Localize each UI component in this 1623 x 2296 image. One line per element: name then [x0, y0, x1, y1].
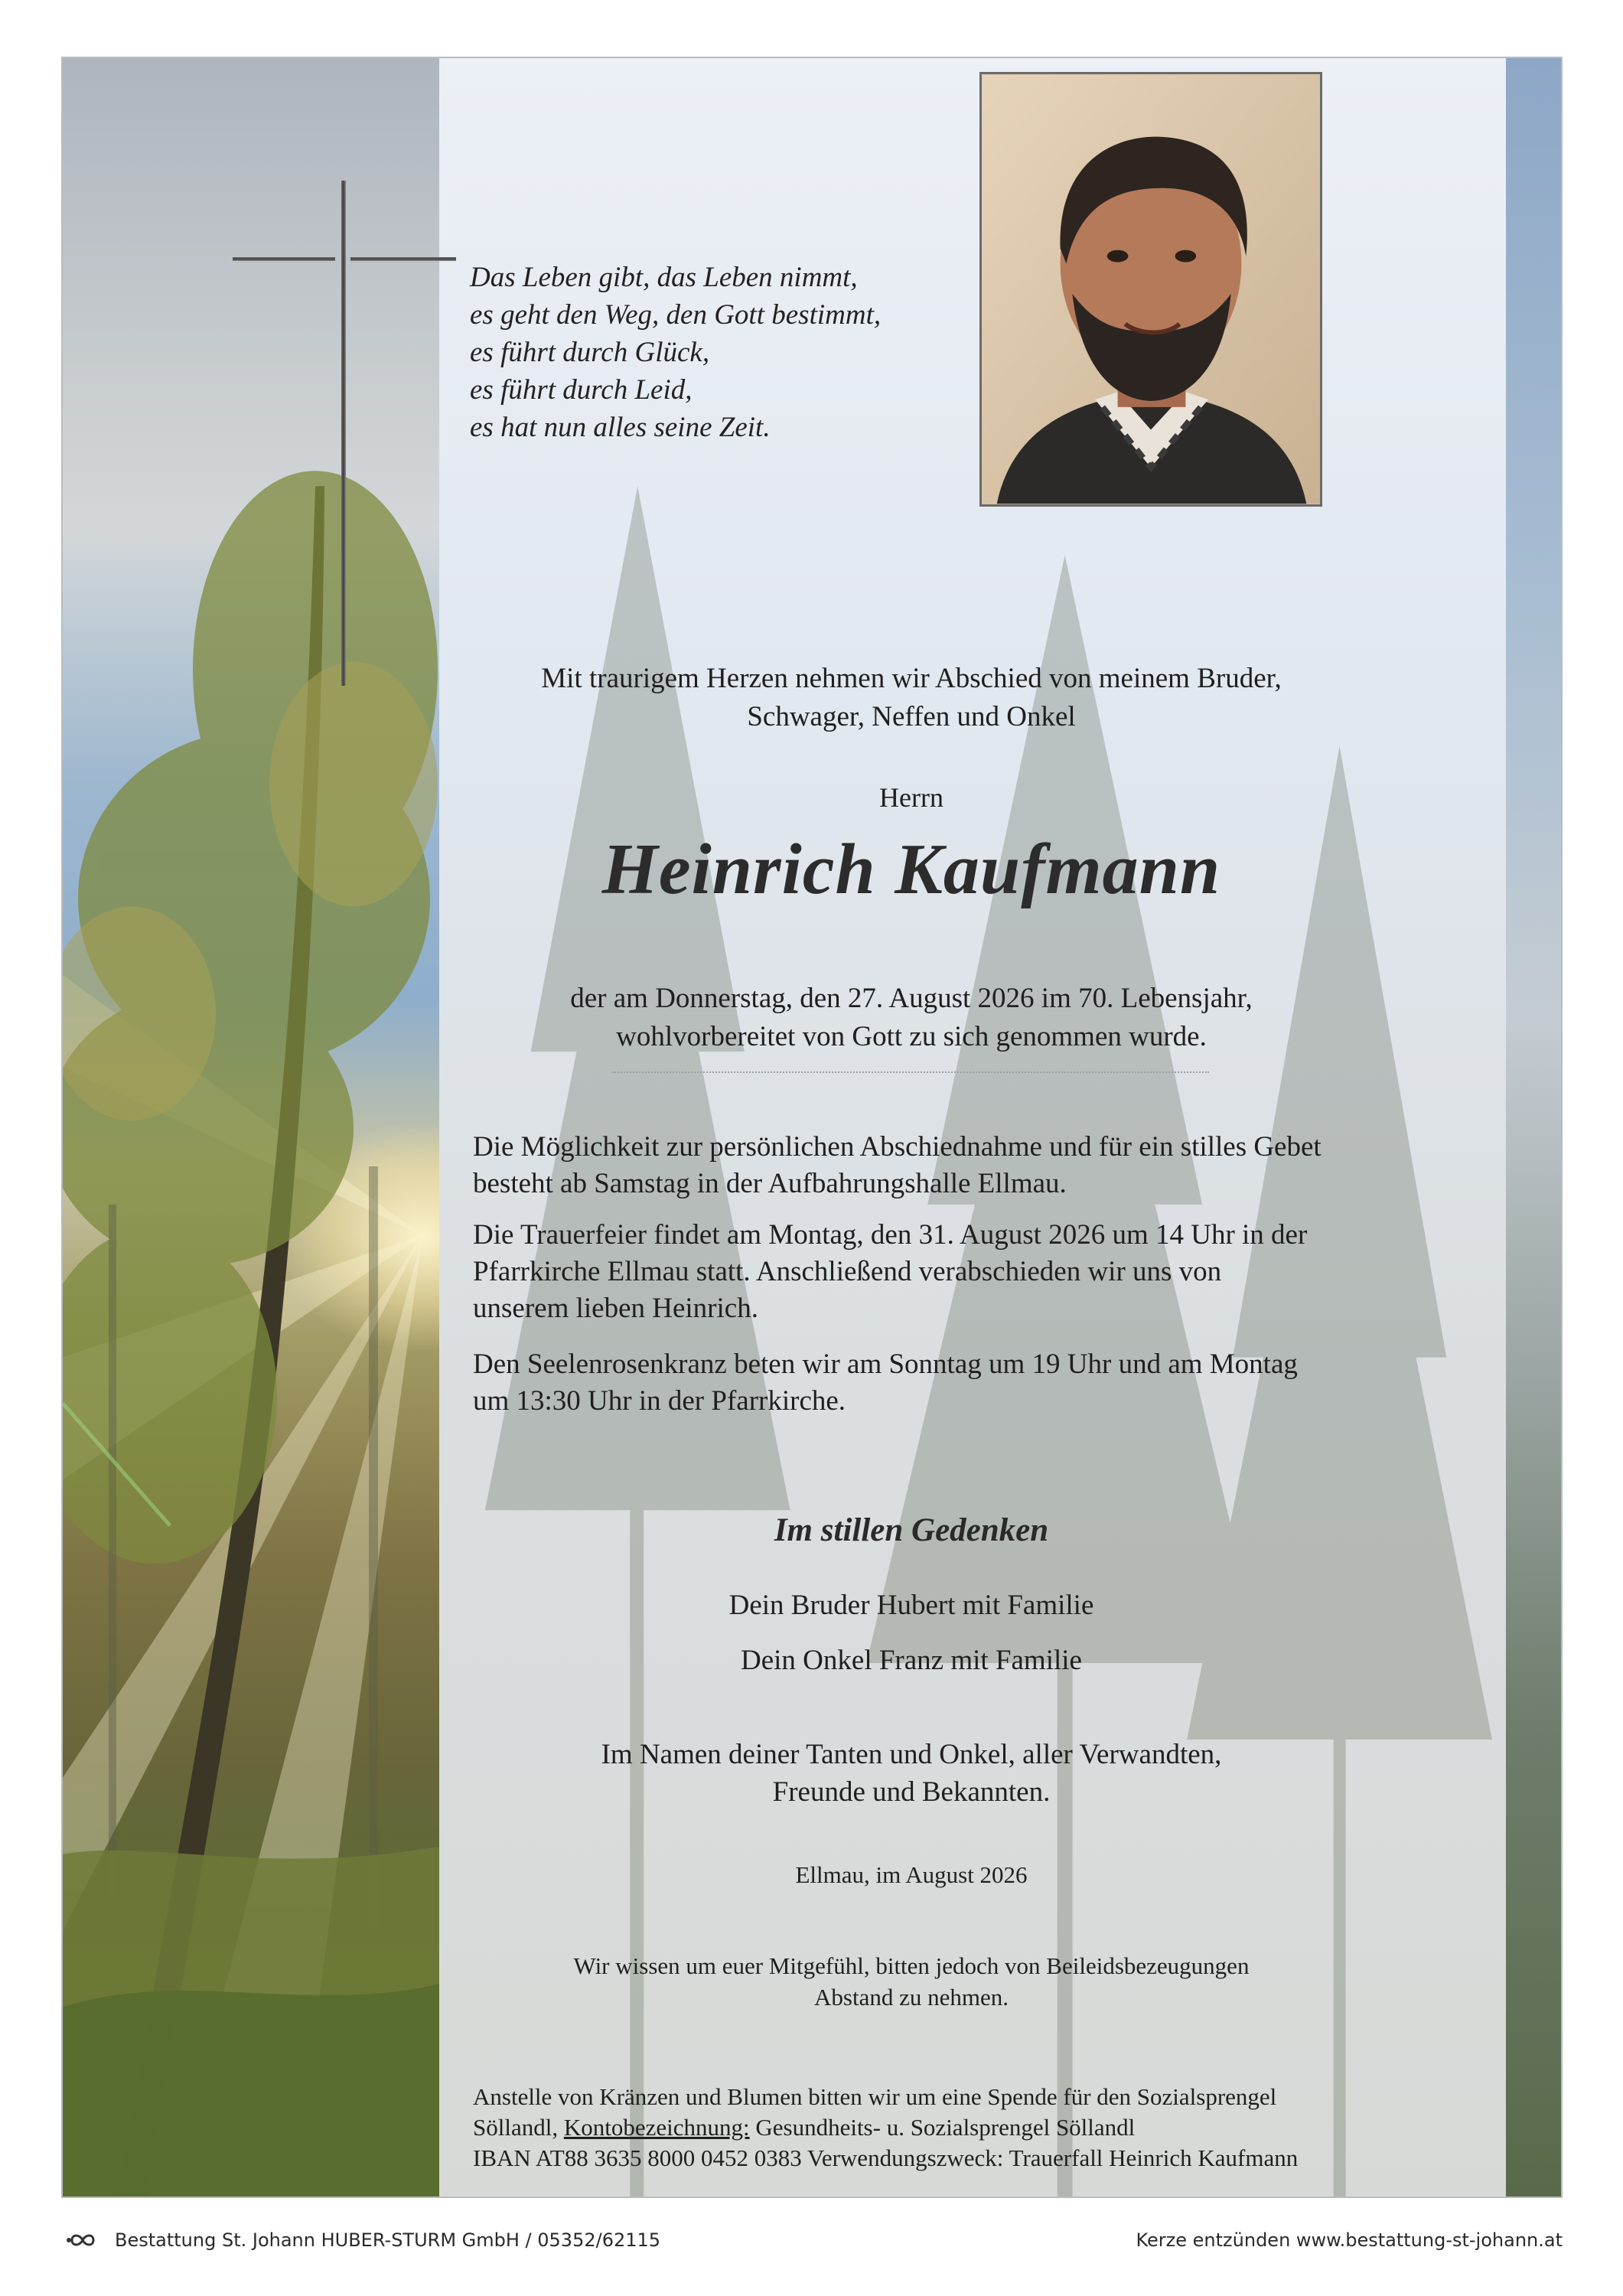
- donation-text: Söllandl,: [473, 2114, 564, 2141]
- cross-arm-left: [233, 257, 335, 261]
- relatives-line: Freunde und Bekannten.: [772, 1776, 1051, 1808]
- forest-strip-photo: [1506, 58, 1561, 2197]
- death-line: wohlvorbereitet von Gott zu sich genommen wurde.: [616, 1021, 1207, 1052]
- intro-text: [376, 660, 1446, 736]
- intro-line: Schwager, Neffen und Onkel: [747, 701, 1076, 732]
- cross-icon: [341, 181, 346, 686]
- company-text: Bestattung St. Johann HUBER-STURM GmbH / 05352/62115: [115, 2229, 661, 2251]
- mourners-heading: Im stillen Gedenken: [774, 1512, 1049, 1548]
- donation-line: Anstelle von Kränzen und Blumen bitten wir um eine Spende für den Sozialsprengel: [473, 2083, 1277, 2110]
- intro-line: Mit traurigem Herzen nehmen wir Abschied von meinem Bruder,: [541, 663, 1282, 694]
- paragraph-line: Pfarrkirche Ellmau statt. Anschließend verabschieden wir uns von: [473, 1256, 1222, 1287]
- donation-note: [473, 2082, 1468, 2174]
- poem-line: es geht den Weg, den Gott bestimmt,: [470, 299, 882, 331]
- poem-line: es führt durch Leid,: [470, 374, 693, 406]
- relatives-line: Im Namen deiner Tanten und Onkel, aller Verwandten,: [601, 1739, 1222, 1770]
- poem-line: es hat nun alles seine Zeit.: [470, 412, 771, 443]
- account-label: Kontobezeichnung:: [563, 2114, 750, 2141]
- condolence-line: Wir wissen um euer Mitgefühl, bitten jedoch von Beileidsbezeugungen: [573, 1952, 1250, 1979]
- condolence-line: Abstand zu nehmen.: [814, 1984, 1009, 2011]
- salutation: Herrn: [879, 782, 943, 813]
- death-notice: [376, 980, 1446, 1056]
- poem-line: Das Leben gibt, das Leben nimmt,: [470, 262, 858, 293]
- donation-line: [473, 2112, 1468, 2143]
- poem-line: es führt durch Glück,: [470, 337, 710, 368]
- candle-link[interactable]: Kerze entzünden www.bestattung-st-johann.at: [1136, 2229, 1563, 2251]
- paragraph-line: Die Möglichkeit zur persönlichen Abschiednahme und für ein stilles Gebet: [473, 1131, 1322, 1163]
- mourner-family: Dein Bruder Hubert mit Familie: [728, 1590, 1094, 1621]
- paragraph-line: besteht ab Samstag in der Aufbahrungshalle Ellmau.: [473, 1168, 1067, 1199]
- paragraph-line: unserem lieben Heinrich.: [473, 1293, 758, 1324]
- death-line: der am Donnerstag, den 27. August 2026 im 70. Lebensjahr,: [570, 983, 1253, 1014]
- farewell-paragraph: [473, 1129, 1468, 1202]
- paragraph-line: Die Trauerfeier findet am Montag, den 31. August 2026 um 14 Uhr in der: [473, 1219, 1308, 1251]
- portrait-photo: [979, 72, 1322, 507]
- condolence-note: [376, 1950, 1446, 2013]
- mourner-family: Dein Onkel Franz mit Familie: [741, 1645, 1082, 1676]
- cross-arm-right: [350, 257, 456, 261]
- funeral-paragraph: [473, 1217, 1468, 1327]
- rosary-paragraph: [473, 1346, 1468, 1420]
- donation-text: Gesundheits- u. Sozialsprengel Söllandl: [749, 2114, 1136, 2141]
- footer: [61, 2223, 1563, 2262]
- deceased-name: Heinrich Kaufmann: [601, 830, 1221, 909]
- dotted-divider: [612, 1071, 1209, 1073]
- poem: [470, 259, 1005, 446]
- infinity-icon: [61, 2229, 104, 2251]
- relatives-text: [376, 1736, 1446, 1811]
- footer-company: [61, 2229, 660, 2251]
- donation-iban: IBAN AT88 3635 8000 0452 0383 Verwendungszweck: Trauerfall Heinrich Kaufmann: [473, 2144, 1299, 2171]
- place-date: Ellmau, im August 2026: [795, 1861, 1028, 1888]
- paragraph-line: um 13:30 Uhr in der Pfarrkirche.: [473, 1385, 846, 1417]
- paragraph-line: Den Seelenrosenkranz beten wir am Sonntag um 19 Uhr und am Montag: [473, 1349, 1298, 1380]
